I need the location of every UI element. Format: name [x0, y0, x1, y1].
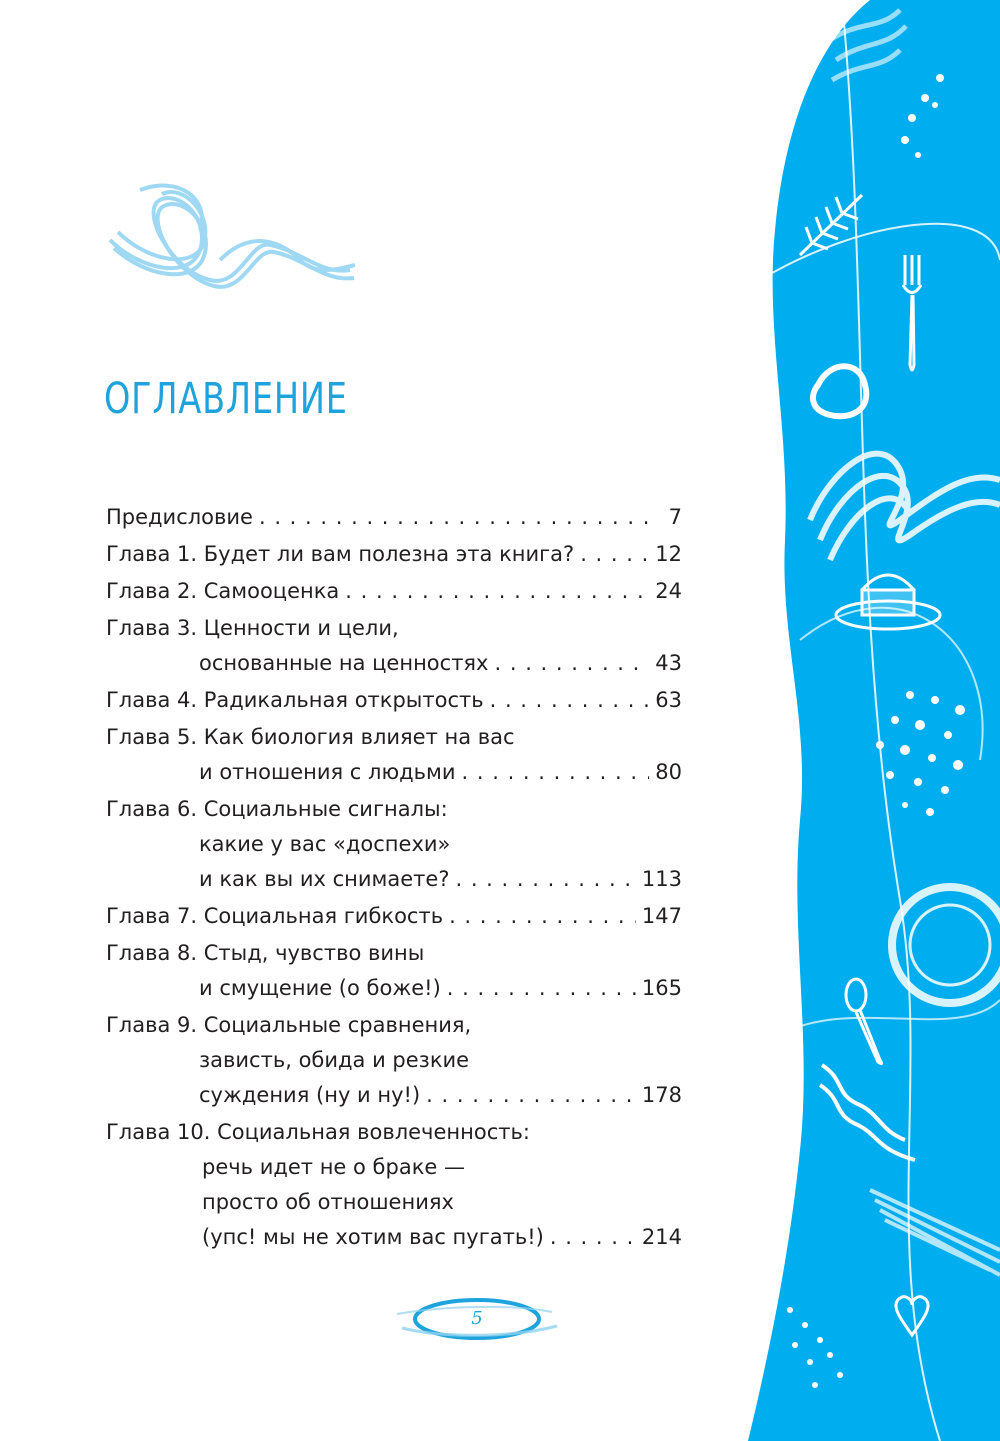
toc-entry-title-continued: и как вы их снимаете? — [199, 867, 450, 891]
dot-leader — [426, 1078, 636, 1113]
dot-leader — [490, 683, 650, 718]
toc-entry-title-continued: суждения (ну и ну!) — [199, 1083, 421, 1107]
toc-entry-title: Глава 5. Как биология влияет на вас — [106, 725, 515, 749]
dot-leader — [495, 646, 650, 681]
toc-page-number: 7 — [668, 505, 682, 529]
toc-entry-title-continued: просто об отношениях — [202, 1190, 454, 1214]
toc-page-number: 63 — [655, 688, 682, 712]
toc-entry-title-continued: (упс! мы не хотим вас пугать!) — [202, 1225, 544, 1249]
toc-entry-title-continued: речь идет не о браке — — [202, 1155, 465, 1179]
toc-entry[interactable] — [106, 899, 682, 934]
toc-page-number: 178 — [641, 1083, 682, 1107]
dot-leader — [550, 1220, 636, 1255]
toc-entry-title: Глава 3. Ценности и цели, — [106, 616, 399, 640]
page-title: ОГЛАВЛЕНИЕ — [104, 374, 348, 424]
toc-entry-title: Глава 2. Самооценка — [106, 579, 340, 603]
toc-entry[interactable] — [106, 1115, 682, 1255]
toc-entry-title: Глава 1. Будет ли вам полезна эта книга? — [106, 542, 575, 566]
toc-entry[interactable] — [106, 1008, 682, 1113]
toc-page-number: 80 — [655, 760, 682, 784]
toc-page-number: 147 — [641, 904, 682, 928]
toc-entry[interactable] — [106, 611, 682, 681]
dot-leader — [345, 574, 649, 609]
toc-entry-title: Глава 7. Социальная гибкость — [106, 904, 444, 928]
toc-page-number: 24 — [655, 579, 682, 603]
toc-entry-title-continued: зависть, обида и резкие — [199, 1048, 470, 1072]
toc-page-number: 113 — [641, 867, 682, 891]
toc-entry-title: Глава 9. Социальные сравнения, — [106, 1013, 472, 1037]
toc-entry-title: Глава 6. Социальные сигналы: — [106, 797, 448, 821]
toc-entry-title-continued: и смущение (о боже!) — [199, 976, 441, 1000]
toc-entry[interactable] — [106, 936, 682, 1006]
page-number: 5 — [471, 1308, 483, 1329]
dot-leader — [455, 862, 635, 897]
toc-entry-title-continued: и отношения с людьми — [199, 760, 456, 784]
dot-leader — [447, 971, 636, 1006]
dot-leader — [259, 500, 652, 535]
toc-entry[interactable] — [106, 574, 682, 609]
toc-entry[interactable] — [106, 500, 682, 535]
toc-entry-title: Глава 4. Радикальная открытость — [106, 688, 484, 712]
toc-entry[interactable] — [106, 792, 682, 897]
dot-leader — [462, 755, 650, 790]
dot-leader — [449, 899, 636, 934]
toc-entry[interactable] — [106, 537, 682, 572]
toc-entry-title-continued: какие у вас «доспехи» — [199, 832, 451, 856]
dot-leader — [580, 537, 649, 572]
toc-entry[interactable] — [106, 720, 682, 790]
toc-page-number: 12 — [655, 542, 682, 566]
toc-entry-title-continued: основанные на ценностях — [199, 651, 489, 675]
decorative-brush-swirl — [100, 170, 360, 310]
toc-page-number: 165 — [641, 976, 682, 1000]
toc-page-number: 43 — [655, 651, 682, 675]
blue-wave-shape — [748, 0, 1000, 1441]
toc-page-number: 214 — [641, 1225, 682, 1249]
toc-entry-title: Глава 10. Социальная вовлеченность: — [106, 1120, 530, 1144]
toc-entry[interactable] — [106, 683, 682, 718]
toc-entry-title: Предисловие — [106, 505, 253, 529]
toc-entry-title: Глава 8. Стыд, чувство вины — [106, 941, 425, 965]
table-of-contents — [106, 500, 682, 1257]
page-number-badge — [392, 1292, 562, 1352]
